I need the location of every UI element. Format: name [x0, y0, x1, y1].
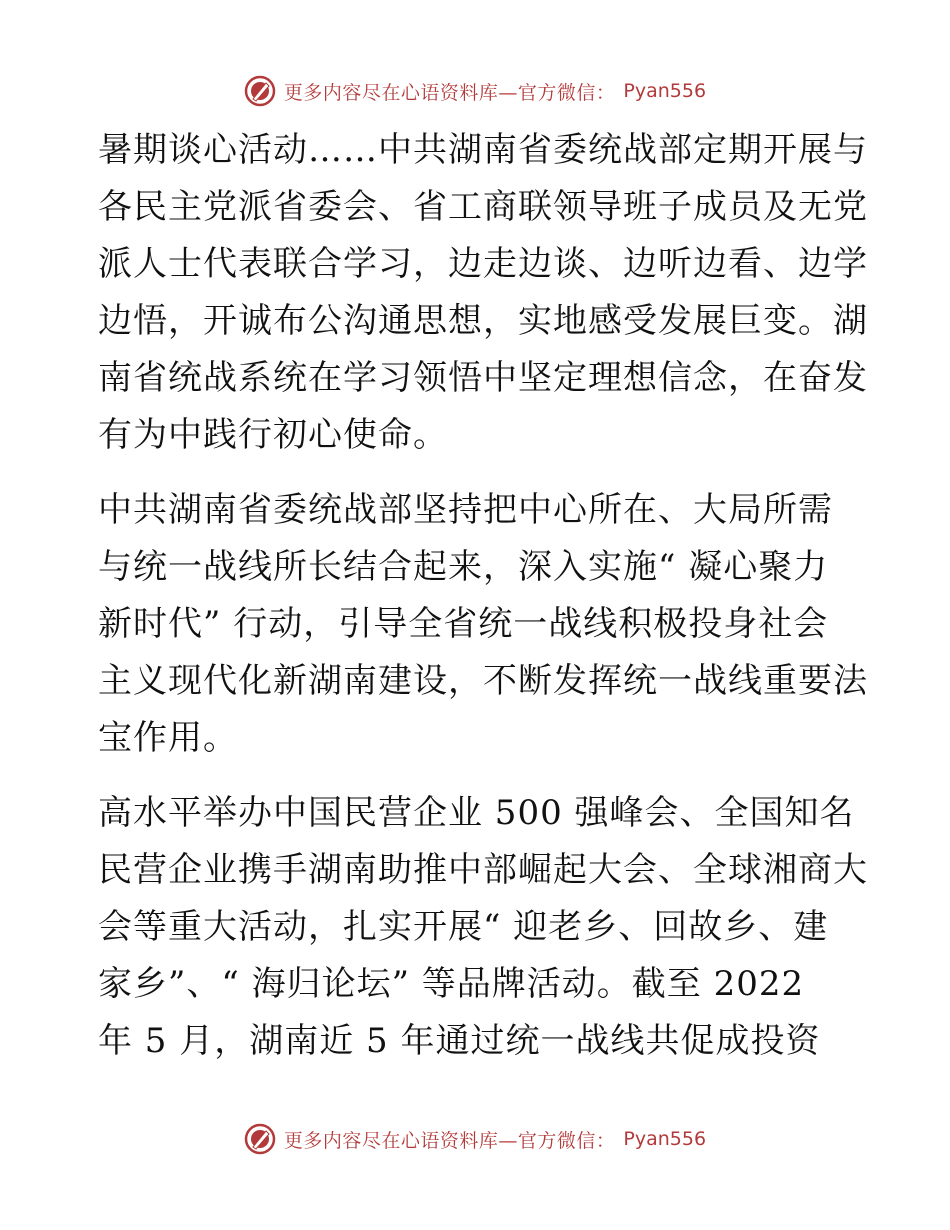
- text-line: 宝作用。: [98, 718, 238, 758]
- text-line: 年 5 月，湖南近 5 年通过统一战线共促成投资: [98, 1021, 821, 1061]
- text-line: 与统一战线所长结合起来，深入实施“ 凝心聚力: [98, 547, 829, 587]
- text-line: 主义现代化新湖南建设，不断发挥统一战线重要法: [98, 661, 868, 701]
- pen-logo-icon: [244, 1123, 276, 1155]
- document-body: [98, 122, 868, 1088]
- header-wechat-id: Pyan556: [623, 80, 707, 102]
- footer-brand-text: 更多内容尽在心语资料库—官方微信：: [283, 1129, 616, 1152]
- text-line: 中共湖南省委统战部坚持把中心所在、大局所需: [98, 490, 833, 530]
- paragraph: [98, 785, 868, 1070]
- paragraph: [98, 122, 868, 464]
- text-line: 家乡”、“ 海归论坛” 等品牌活动。截至 2022: [98, 964, 805, 1004]
- text-line: 高水平举办中国民营企业 500 强峰会、全国知名: [98, 793, 855, 833]
- footer-watermark: [0, 1119, 950, 1159]
- header-watermark: [0, 71, 950, 111]
- text-line: 会等重大活动，扎实开展“ 迎老乡、回故乡、建: [98, 907, 829, 947]
- text-line: 边悟，开诚布公沟通思想，实地感受发展巨变。湖: [98, 301, 868, 341]
- text-line: 暑期谈心活动……中共湖南省委统战部定期开展与: [98, 130, 868, 170]
- pen-logo-icon: [244, 75, 276, 107]
- text-line: 南省统战系统在学习领悟中坚定理想信念，在奋发: [98, 358, 868, 398]
- footer-wechat-id: Pyan556: [623, 1128, 707, 1150]
- text-line: 派人士代表联合学习，边走边谈、边听边看、边学: [98, 244, 868, 284]
- text-line: 民营企业携手湖南助推中部崛起大会、全球湘商大: [98, 850, 868, 890]
- paragraph: [98, 482, 868, 767]
- text-line: 新时代” 行动，引导全省统一战线积极投身社会: [98, 604, 829, 644]
- text-line: 有为中践行初心使命。: [98, 415, 448, 455]
- header-brand-text: 更多内容尽在心语资料库—官方微信：: [283, 81, 616, 104]
- text-line: 各民主党派省委会、省工商联领导班子成员及无党: [98, 187, 868, 227]
